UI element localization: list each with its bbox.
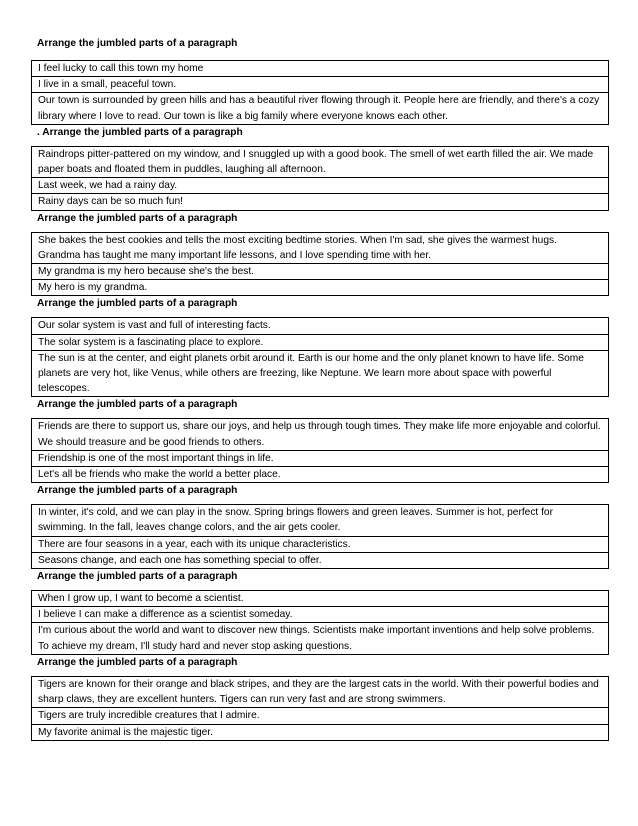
paragraph-part: Our solar system is vast and full of interesting facts. bbox=[38, 320, 271, 332]
paragraph-part: I live in a small, peaceful town. bbox=[32, 76, 608, 92]
paragraph-part: Last week, we had a rainy day. bbox=[32, 177, 608, 193]
jumbled-parts-table bbox=[31, 146, 609, 211]
paragraph-part: Tigers are known for their orange and black stripes, and they are the largest cats in the world. With their powerful bodies and sharp claws, they are excellent hunters. Tigers can run very fast and are strong swimmers. bbox=[38, 678, 599, 706]
paragraph-part: I believe I can make a difference as a scientist someday. bbox=[32, 606, 608, 622]
paragraph-part: I'm curious about the world and want to discover new things. Scientists make important inventions and help solve problems. To achieve my dream, I'll study hard and never stop asking questions. bbox=[32, 622, 608, 653]
paragraph-part: Our town is surrounded by green hills and has a beautiful river flowing through it. People here are friendly, and there's a cozy library where I love to read. Our town is like a big family where everyone knows each other. bbox=[32, 92, 608, 123]
paragraph-part: My grandma is my hero because she's the best. bbox=[32, 263, 608, 279]
paragraph-part: Friendship is one of the most important things in life. bbox=[32, 450, 608, 466]
jumbled-parts-table bbox=[31, 232, 609, 297]
paragraph-part: Seasons change, and each one has something special to offer. bbox=[32, 552, 608, 568]
paragraph-part: She bakes the best cookies and tells the most exciting bedtime stories. When I'm sad, she gives the warmest hugs. Grandma has taught me many important life lessons, and I love spending time with her. bbox=[38, 234, 557, 261]
section-heading: Arrange the jumbled parts of a paragraph bbox=[37, 38, 238, 49]
paragraph-part: In winter, it's cold, and we can play in the snow. Spring brings flowers and green leaves. Summer is hot, perfect for swimming. In the fall, leaves change colors, and the air gets cooler. bbox=[38, 507, 553, 534]
paragraph-part: When I grow up, I want to become a scientist. bbox=[38, 593, 244, 605]
jumbled-parts-table bbox=[31, 60, 609, 125]
jumbled-parts-table bbox=[31, 317, 609, 397]
paragraph-part: The solar system is a fascinating place to explore. bbox=[32, 334, 608, 350]
jumbled-parts-table bbox=[31, 676, 609, 741]
paragraph-part: Friends are there to support us, share our joys, and help us through tough times. They make life more enjoyable and colorful. We should treasure and be good friends to others. bbox=[38, 421, 601, 448]
section-heading: Arrange the jumbled parts of a paragraph bbox=[37, 212, 238, 224]
section-heading: Arrange the jumbled parts of a paragraph bbox=[37, 656, 238, 668]
paragraph-part: Tigers are truly incredible creatures that I admire. bbox=[32, 707, 608, 723]
paragraph-part: I feel lucky to call this town my home bbox=[38, 63, 204, 74]
section-heading: . Arrange the jumbled parts of a paragraph bbox=[37, 126, 243, 138]
paragraph-part: The sun is at the center, and eight planets orbit around it. Earth is our home and the only planet known to have life. Some planets are very hot, like Venus, while others are freezing, like Neptune. We learn more about space with powerful telescopes. bbox=[32, 350, 608, 397]
paragraph-part: Rainy days can be so much fun! bbox=[32, 193, 608, 209]
section-heading: Arrange the jumbled parts of a paragraph bbox=[37, 571, 238, 583]
jumbled-parts-table bbox=[31, 590, 609, 655]
paragraph-part: Let's all be friends who make the world a better place. bbox=[32, 466, 608, 482]
paragraph-part: My favorite animal is the majestic tiger. bbox=[32, 724, 608, 740]
paragraph-part: Raindrops pitter-pattered on my window, and I snuggled up with a good book. The smell of wet earth filled the air. We made paper boats and floated them in puddles, laughing all afternoon. bbox=[38, 148, 594, 176]
section-heading: Arrange the jumbled parts of a paragraph bbox=[37, 485, 238, 497]
worksheet bbox=[31, 37, 609, 741]
jumbled-parts-table bbox=[31, 418, 609, 483]
paragraph-part: My hero is my grandma. bbox=[32, 279, 608, 295]
section-heading: Arrange the jumbled parts of a paragraph bbox=[37, 399, 238, 411]
section-heading: Arrange the jumbled parts of a paragraph bbox=[37, 298, 238, 310]
paragraph-part: There are four seasons in a year, each with its unique characteristics. bbox=[32, 536, 608, 552]
jumbled-parts-table bbox=[31, 504, 609, 569]
